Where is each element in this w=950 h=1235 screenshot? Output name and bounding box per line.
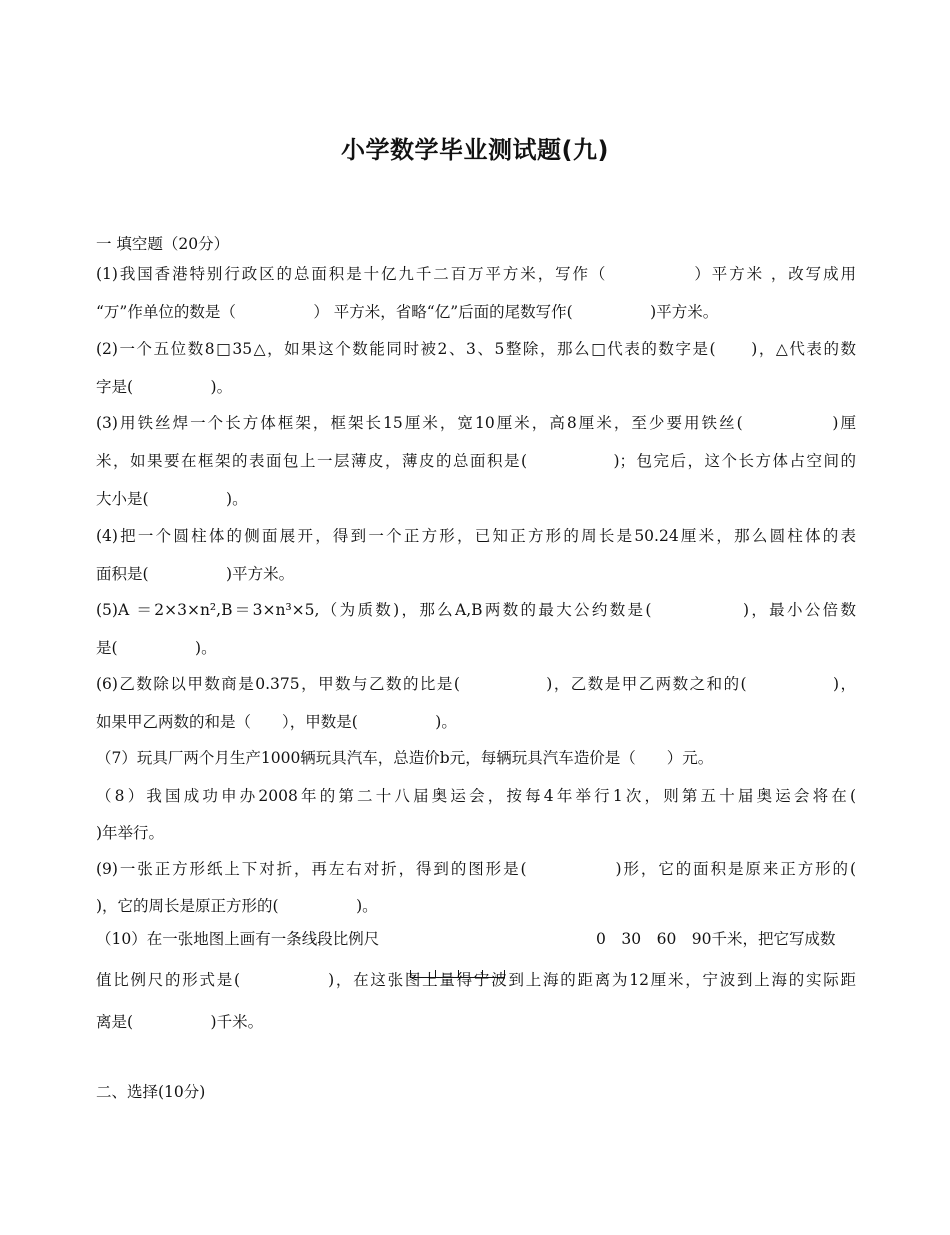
question-line: 值比例尺的形式是( )，在这张图上量得宁波到上海的距离为12厘米，宁波到上海的实际距	[96, 971, 856, 989]
section-2-heading: 二、选择(10分)	[96, 1083, 206, 1101]
question-line: )，它的周长是原正方形的( )。	[96, 897, 378, 915]
question-line: （7）玩具厂两个月生产1000辆玩具汽车，总造价b元，每辆玩具汽车造价是（ ）元。	[96, 749, 714, 767]
question-line: (4)把一个圆柱体的侧面展开，得到一个正方形，已知正方形的周长是50.24厘米，那么圆柱体的表	[96, 527, 856, 545]
question-line: (2)一个五位数8□35△，如果这个数能同时被2、3、5整除，那么□代表的数字是( )，△代表的数	[96, 340, 856, 358]
page-title: 小学数学毕业测试题(九)	[341, 136, 609, 164]
question-line: 是( )。	[96, 639, 217, 657]
question-line: (1)我国香港特别行政区的总面积是十亿九千二百万平方米，写作（ ）平方米 ，改写成用	[96, 265, 856, 283]
question-line: 面积是( )平方米。	[96, 565, 295, 583]
scale-bar-label: 0 30 60 90千米，把它写成数	[596, 930, 836, 948]
question-line: （8）我国成功申办2008年的第二十八届奥运会，按每4年举行1次，则第五十届奥运会将在(	[96, 787, 856, 805]
question-line: 大小是( )。	[96, 490, 248, 508]
question-line: (6)乙数除以甲数商是0.375，甲数与乙数的比是( )，乙数是甲乙两数之和的( )，	[96, 675, 856, 693]
section-1-heading: 一 填空题（20分）	[96, 235, 230, 253]
question-line: 如果甲乙两数的和是（ ），甲数是( )。	[96, 713, 457, 731]
question-line: “万”作单位的数是（ ） 平方米，省略“亿”后面的尾数写作( )平方米。	[96, 303, 719, 321]
question-line: )年举行。	[96, 824, 165, 842]
question-line: （10）在一张地图上画有一条线段比例尺	[96, 930, 380, 948]
question-line: 离是( )千米。	[96, 1013, 264, 1031]
question-line: 米，如果要在框架的表面包上一层薄皮，薄皮的总面积是( )；包完后，这个长方体占空间的	[96, 452, 856, 470]
question-line: (9)一张正方形纸上下对折，再左右对折，得到的图形是( )形，它的面积是原来正方形的(	[96, 860, 856, 878]
question-line: (3)用铁丝焊一个长方体框架，框架长15厘米，宽10厘米，高8厘米，至少要用铁丝( )厘	[96, 414, 856, 432]
question-line: 字是( )。	[96, 378, 233, 396]
question-line: (5)A ＝2×3×n²,B＝3×n³×5,（为质数)，那么A,B两数的最大公约数是( )，最小公倍数	[96, 601, 856, 619]
